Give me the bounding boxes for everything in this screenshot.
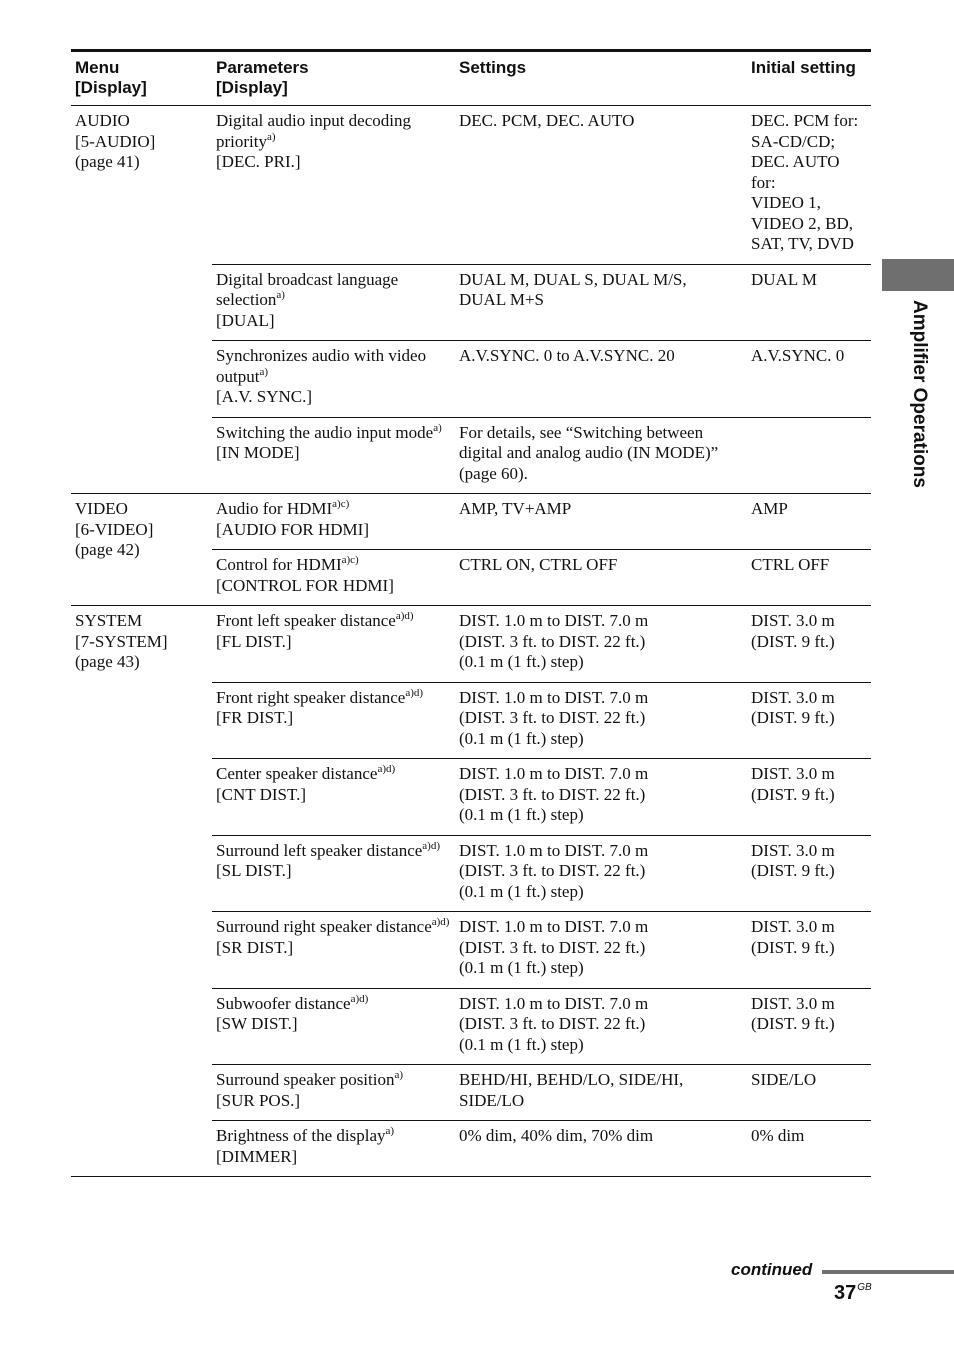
settings-cell: BEHD/HI, BEHD/LO, SIDE/HI, SIDE/LO (455, 1065, 747, 1121)
parameter-cell (212, 988, 455, 1065)
parameter-cell (212, 835, 455, 912)
parameter-cell (212, 1121, 455, 1177)
footnote-marker: a) (276, 289, 285, 301)
settings-cell: DIST. 1.0 m to DIST. 7.0 m (DIST. 3 ft. to DIST. 22 ft.) (0.1 m (1 ft.) step) (455, 912, 747, 989)
initial-setting-cell: DIST. 3.0 m (DIST. 9 ft.) (747, 988, 871, 1065)
footnote-marker: a)d) (350, 992, 369, 1005)
footnote-marker: a)c) (341, 554, 359, 566)
parameter-cell (212, 682, 455, 759)
initial-setting-cell: DIST. 3.0 m (DIST. 9 ft.) (747, 912, 871, 989)
header-initial-setting: Initial setting (747, 52, 871, 106)
parameter-display: [A.V. SYNC.] (216, 387, 313, 406)
parameter-cell (212, 1065, 455, 1121)
parameter-display: [DIMMER] (216, 1146, 298, 1166)
footnote-marker: a) (385, 1125, 395, 1137)
footnote-marker: a)d) (405, 686, 424, 699)
footnote-marker: a)d) (431, 916, 450, 928)
header-settings: Settings (455, 52, 747, 106)
header-menu: Menu [Display] (71, 52, 212, 106)
parameter-cell (212, 494, 455, 550)
menu-cell: VIDEO [6-VIDEO] (page 42) (71, 494, 212, 606)
header-parameters: Parameters [Display] (212, 52, 455, 106)
initial-setting-cell (747, 417, 871, 494)
side-section-label: Amplifier Operations (909, 300, 930, 488)
footnote-marker: a) (259, 365, 268, 378)
settings-table-container (71, 49, 871, 1177)
menu-cell: AUDIO [5-AUDIO] (page 41) (71, 106, 212, 494)
parameter-name: Digital audio input decoding priority (216, 111, 411, 151)
parameter-name: Surround right speaker distance (216, 917, 432, 936)
continued-label: continued (731, 1260, 813, 1279)
table-body (71, 106, 871, 1177)
parameter-cell (212, 417, 455, 494)
parameter-display: [FR DIST.] (216, 708, 294, 727)
parameter-display: [CNT DIST.] (216, 784, 307, 804)
parameter-display: [SUR POS.] (216, 1090, 301, 1110)
settings-cell: DEC. PCM, DEC. AUTO (455, 106, 747, 265)
parameter-cell (212, 759, 455, 836)
parameter-cell (212, 264, 455, 341)
parameter-display: [SW DIST.] (216, 1014, 298, 1033)
parameter-cell (212, 106, 455, 265)
settings-cell: DIST. 1.0 m to DIST. 7.0 m (DIST. 3 ft. to DIST. 22 ft.) (0.1 m (1 ft.) step) (455, 835, 747, 912)
parameter-name: Digital broadcast language selection (216, 269, 399, 309)
footnote-marker: a) (394, 1069, 404, 1081)
table-row (71, 494, 871, 550)
parameter-name: Control for HDMI (216, 555, 342, 574)
footnote-marker: a)d) (422, 839, 441, 852)
menu-cell: SYSTEM [7-SYSTEM] (page 43) (71, 606, 212, 1177)
settings-cell: DIST. 1.0 m to DIST. 7.0 m (DIST. 3 ft. to DIST. 22 ft.) (0.1 m (1 ft.) step) (455, 606, 747, 683)
parameter-display: [FL DIST.] (216, 631, 292, 651)
parameter-display: [SL DIST.] (216, 861, 292, 880)
parameter-cell (212, 606, 455, 683)
parameter-name: Front right speaker distance (216, 687, 406, 707)
parameter-display: [DUAL] (216, 310, 275, 330)
initial-setting-cell: SIDE/LO (747, 1065, 871, 1121)
settings-cell: DIST. 1.0 m to DIST. 7.0 m (DIST. 3 ft. to DIST. 22 ft.) (0.1 m (1 ft.) step) (455, 759, 747, 836)
parameter-display: [DEC. PRI.] (216, 152, 301, 171)
initial-setting-cell: DIST. 3.0 m (DIST. 9 ft.) (747, 759, 871, 836)
parameter-name: Synchronizes audio with video output (216, 346, 427, 386)
settings-cell: DIST. 1.0 m to DIST. 7.0 m (DIST. 3 ft. to DIST. 22 ft.) (0.1 m (1 ft.) step) (455, 682, 747, 759)
page-number (834, 1282, 872, 1305)
initial-setting-cell: DIST. 3.0 m (DIST. 9 ft.) (747, 682, 871, 759)
parameter-cell (212, 550, 455, 606)
parameter-name: Subwoofer distance (216, 993, 351, 1013)
settings-cell: 0% dim, 40% dim, 70% dim (455, 1121, 747, 1177)
initial-setting-cell: CTRL OFF (747, 550, 871, 606)
parameter-cell (212, 912, 455, 989)
settings-cell: DIST. 1.0 m to DIST. 7.0 m (DIST. 3 ft. to DIST. 22 ft.) (0.1 m (1 ft.) step) (455, 988, 747, 1065)
settings-cell: AMP, TV+AMP (455, 494, 747, 550)
footnote-marker: a) (267, 130, 276, 143)
parameter-name: Brightness of the display (216, 1126, 386, 1145)
footnote-marker: a)d) (395, 610, 414, 622)
initial-setting-cell: DUAL M (747, 264, 871, 341)
initial-setting-cell: AMP (747, 494, 871, 550)
settings-cell: A.V.SYNC. 0 to A.V.SYNC. 20 (455, 341, 747, 418)
settings-cell: CTRL ON, CTRL OFF (455, 550, 747, 606)
table-row (71, 106, 871, 265)
parameter-name: Center speaker distance (216, 764, 378, 783)
parameter-display: [AUDIO FOR HDMI] (216, 519, 369, 539)
page-number-value: 37 (834, 1282, 857, 1304)
settings-cell: For details, see “Switching between digital and analog audio (IN MODE)” (page 60). (455, 417, 747, 494)
settings-cell: DUAL M, DUAL S, DUAL M/S, DUAL M+S (455, 264, 747, 341)
side-tab-marker (882, 259, 954, 291)
settings-table (71, 52, 871, 1177)
parameter-name: Surround speaker position (216, 1070, 395, 1089)
footnote-marker: a) (433, 421, 442, 434)
footnote-marker: a)c) (332, 498, 350, 510)
parameter-name: Switching the audio input mode (216, 422, 434, 442)
table-row (71, 606, 871, 683)
initial-setting-cell: DEC. PCM for: SA-CD/CD; DEC. AUTO for: VIDEO 1, VIDEO 2, BD, SAT, TV, DVD (747, 106, 871, 265)
initial-setting-cell: DIST. 3.0 m (DIST. 9 ft.) (747, 835, 871, 912)
initial-setting-cell: 0% dim (747, 1121, 871, 1177)
parameter-cell (212, 341, 455, 418)
continued-bar (822, 1270, 954, 1274)
initial-setting-cell: DIST. 3.0 m (DIST. 9 ft.) (747, 606, 871, 683)
parameter-display: [SR DIST.] (216, 937, 294, 957)
parameter-display: [CONTROL FOR HDMI] (216, 575, 394, 595)
table-header-row (71, 52, 871, 106)
initial-setting-cell: A.V.SYNC. 0 (747, 341, 871, 418)
page-suffix: GB (857, 1282, 872, 1293)
parameter-display: [IN MODE] (216, 443, 300, 462)
parameter-name: Surround left speaker distance (216, 840, 423, 860)
parameter-name: Audio for HDMI (216, 499, 333, 518)
parameter-name: Front left speaker distance (216, 611, 396, 630)
footnote-marker: a)d) (377, 763, 396, 775)
